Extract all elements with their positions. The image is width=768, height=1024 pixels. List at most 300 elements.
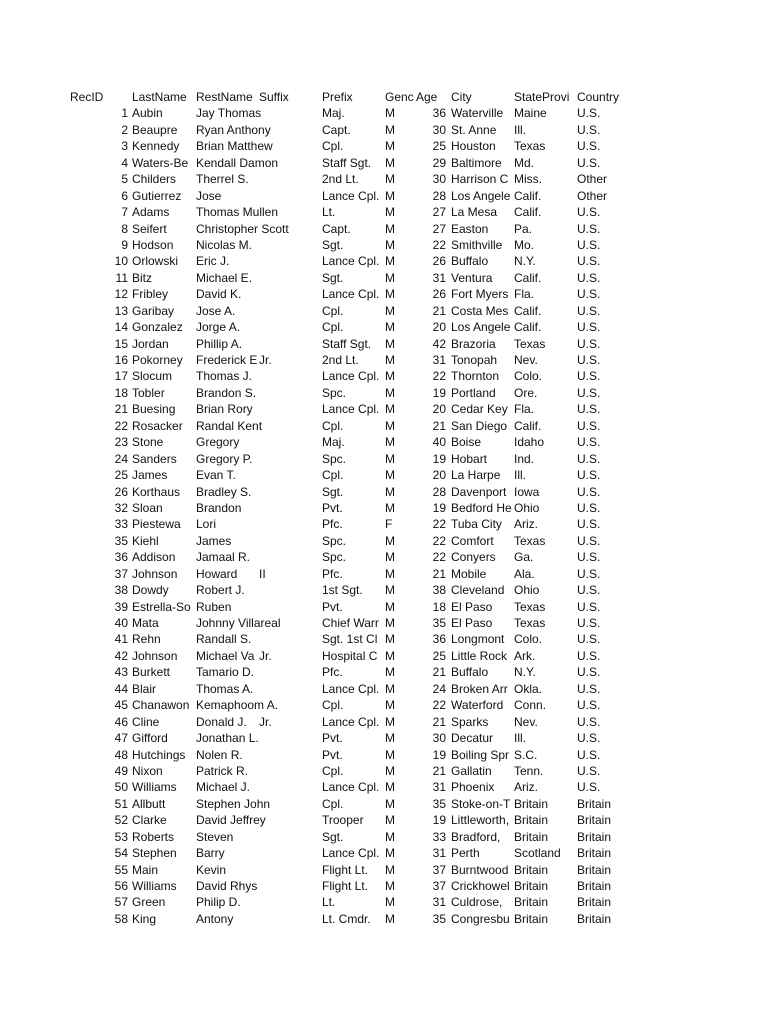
- prefix-cell: Lance Cpl.: [322, 681, 380, 696]
- prefix-cell: Flight Lt.: [322, 862, 369, 877]
- lastname-cell: King: [132, 911, 157, 926]
- lastname-cell: Fribley: [132, 287, 169, 302]
- age-cell: 30: [432, 731, 446, 746]
- state-cell: Britain: [514, 879, 549, 893]
- table-row: [0, 796, 768, 812]
- age-cell: 18: [432, 599, 446, 614]
- header-recid: RecID: [70, 90, 104, 104]
- age-cell: 31: [432, 353, 446, 367]
- table-row: [0, 352, 768, 368]
- gender-cell: M: [385, 484, 395, 499]
- lastname-cell: Gonzalez: [132, 320, 183, 335]
- country-cell: U.S.: [577, 484, 601, 499]
- firstname-cell: David Rhys: [196, 879, 258, 893]
- firstname-cell: Kevin: [196, 862, 227, 877]
- recid-cell: 24: [114, 451, 128, 466]
- lastname-cell: Slocum: [132, 369, 173, 384]
- prefix-cell: Capt.: [322, 221, 351, 236]
- lastname-cell: Williams: [132, 879, 177, 893]
- firstname-cell: Jose A.: [196, 303, 236, 318]
- suffix-cell: [259, 385, 319, 401]
- table-row: [0, 188, 768, 204]
- table-row: [0, 401, 768, 417]
- table-body: [0, 105, 768, 927]
- recid-cell: 3: [121, 139, 128, 154]
- recid-cell: 22: [114, 418, 128, 433]
- suffix-cell: [259, 533, 319, 549]
- country-cell: U.S.: [577, 681, 601, 696]
- gender-cell: M: [385, 846, 395, 861]
- gender-cell: M: [385, 369, 395, 384]
- city-cell: Waterville: [451, 106, 504, 121]
- firstname-cell: Christopher Scott: [196, 221, 289, 236]
- state-cell: Ill.: [514, 468, 526, 483]
- lastname-cell: Allbutt: [132, 796, 166, 811]
- table-row: [0, 533, 768, 549]
- gender-cell: M: [385, 385, 395, 400]
- table-row: [0, 566, 768, 582]
- table-row: [0, 681, 768, 697]
- age-cell: 36: [432, 106, 446, 121]
- suffix-cell: [259, 336, 319, 352]
- suffix-cell: [259, 286, 319, 302]
- recid-cell: 49: [114, 763, 128, 778]
- table-row: [0, 500, 768, 516]
- prefix-cell: Cpl.: [322, 796, 344, 811]
- age-cell: 21: [432, 665, 446, 680]
- suffix-cell: [259, 303, 319, 319]
- table-row: [0, 894, 768, 910]
- city-cell: Buffalo: [451, 665, 489, 680]
- gender-cell: M: [385, 139, 395, 154]
- country-cell: U.S.: [577, 616, 601, 630]
- age-cell: 37: [432, 879, 446, 893]
- firstname-cell: Randall S.: [196, 632, 252, 647]
- state-cell: Ill.: [514, 731, 526, 746]
- gender-cell: M: [385, 418, 395, 433]
- recid-cell: 44: [114, 681, 128, 696]
- gender-cell: M: [385, 632, 395, 647]
- city-cell: Bradford,: [451, 829, 501, 844]
- firstname-cell: Antony: [196, 911, 234, 926]
- firstname-cell: Frederick E: [196, 353, 258, 367]
- age-cell: 22: [432, 369, 446, 384]
- city-cell: Phoenix: [451, 780, 495, 795]
- age-cell: 21: [432, 418, 446, 433]
- table-row: [0, 779, 768, 795]
- city-cell: Little Rock: [451, 648, 508, 663]
- age-cell: 40: [432, 435, 446, 450]
- city-cell: Smithville: [451, 237, 503, 252]
- prefix-cell: Spc.: [322, 451, 347, 466]
- age-cell: 33: [432, 829, 446, 844]
- gender-cell: M: [385, 402, 395, 417]
- firstname-cell: Stephen John: [196, 796, 271, 811]
- age-cell: 26: [432, 287, 446, 302]
- recid-cell: 54: [114, 846, 128, 861]
- prefix-cell: Capt.: [322, 122, 351, 137]
- country-cell: U.S.: [577, 106, 601, 121]
- firstname-cell: Patrick R.: [196, 763, 249, 778]
- city-cell: Harrison C: [451, 172, 509, 187]
- table-row: [0, 237, 768, 253]
- age-cell: 19: [432, 747, 446, 762]
- recid-cell: 6: [121, 188, 128, 203]
- age-cell: 35: [432, 796, 446, 811]
- state-cell: Mo.: [514, 237, 535, 252]
- gender-cell: M: [385, 566, 395, 581]
- lastname-cell: Johnson: [132, 648, 178, 663]
- suffix-cell: [259, 138, 319, 154]
- country-cell: Britain: [577, 879, 612, 893]
- age-cell: 35: [432, 911, 446, 926]
- state-cell: Ariz.: [514, 517, 538, 532]
- gender-cell: F: [385, 517, 393, 532]
- country-cell: Britain: [577, 846, 612, 861]
- lastname-cell: Buesing: [132, 402, 176, 417]
- firstname-cell: Thomas J.: [196, 369, 253, 384]
- recid-cell: 47: [114, 731, 128, 746]
- header-country: Country: [577, 90, 620, 104]
- suffix-cell: [259, 845, 319, 861]
- city-cell: Mobile: [451, 566, 487, 581]
- state-cell: Nev.: [514, 714, 538, 729]
- city-cell: Culdrose,: [451, 895, 503, 910]
- state-cell: Idaho: [514, 435, 545, 450]
- lastname-cell: Piestewa: [132, 517, 181, 532]
- lastname-cell: Johnson: [132, 566, 178, 581]
- suffix-cell: [259, 368, 319, 384]
- prefix-cell: Lance Cpl.: [322, 846, 380, 861]
- header-firstname: RestName: [196, 90, 253, 104]
- recid-cell: 38: [114, 583, 128, 598]
- firstname-cell: Eric J.: [196, 254, 230, 269]
- recid-cell: 53: [114, 829, 128, 844]
- prefix-cell: Maj.: [322, 106, 345, 121]
- state-cell: Nev.: [514, 353, 538, 367]
- city-cell: Cleveland: [451, 583, 505, 598]
- prefix-cell: Lt.: [322, 205, 336, 220]
- recid-cell: 13: [114, 303, 128, 318]
- recid-cell: 48: [114, 747, 128, 762]
- lastname-cell: Williams: [132, 780, 177, 795]
- header-gender: Genc: [385, 90, 414, 104]
- table-row: [0, 763, 768, 779]
- recid-cell: 32: [114, 500, 128, 515]
- city-cell: Los Angele: [451, 320, 511, 335]
- gender-cell: M: [385, 533, 395, 548]
- city-cell: Perth: [451, 846, 480, 861]
- suffix-cell: [259, 105, 319, 121]
- gender-cell: M: [385, 747, 395, 762]
- city-cell: El Paso: [451, 616, 493, 630]
- prefix-cell: Sgt.: [322, 237, 344, 252]
- prefix-cell: Lance Cpl.: [322, 254, 380, 269]
- country-cell: Other: [577, 188, 608, 203]
- lastname-cell: Mata: [132, 616, 159, 630]
- country-cell: U.S.: [577, 369, 601, 384]
- suffix-cell: [259, 631, 319, 647]
- prefix-cell: Pvt.: [322, 599, 343, 614]
- lastname-cell: Aubin: [132, 106, 163, 121]
- lastname-cell: Bitz: [132, 270, 153, 285]
- table-row: [0, 845, 768, 861]
- prefix-cell: Cpl.: [322, 139, 344, 154]
- country-cell: U.S.: [577, 270, 601, 285]
- city-cell: Congresbu: [451, 911, 510, 926]
- gender-cell: M: [385, 188, 395, 203]
- city-cell: Boise: [451, 435, 482, 450]
- country-cell: U.S.: [577, 155, 601, 170]
- suffix-cell: [259, 681, 319, 697]
- firstname-cell: Thomas Mullen: [196, 205, 279, 220]
- recid-cell: 42: [114, 648, 128, 663]
- recid-cell: 36: [114, 550, 128, 565]
- gender-cell: M: [385, 172, 395, 187]
- prefix-cell: Lance Cpl.: [322, 287, 380, 302]
- state-cell: Pa.: [514, 221, 533, 236]
- gender-cell: M: [385, 665, 395, 680]
- recid-cell: 45: [114, 698, 128, 713]
- suffix-cell: [259, 796, 319, 812]
- lastname-cell: Cline: [132, 714, 160, 729]
- country-cell: U.S.: [577, 320, 601, 335]
- firstname-cell: Michael E.: [196, 270, 253, 285]
- age-cell: 27: [432, 221, 446, 236]
- firstname-cell: Johnny Villareal: [196, 616, 281, 630]
- state-cell: Ill.: [514, 122, 526, 137]
- city-cell: Decatur: [451, 731, 494, 746]
- spreadsheet-table: [0, 89, 768, 927]
- recid-cell: 50: [114, 780, 128, 795]
- country-cell: U.S.: [577, 747, 601, 762]
- state-cell: Britain: [514, 862, 549, 877]
- gender-cell: M: [385, 122, 395, 137]
- recid-cell: 57: [114, 895, 128, 910]
- state-cell: Fla.: [514, 402, 535, 417]
- lastname-cell: Sloan: [132, 500, 163, 515]
- age-cell: 28: [432, 188, 446, 203]
- prefix-cell: Hospital C: [322, 648, 378, 663]
- prefix-cell: Maj.: [322, 435, 345, 450]
- gender-cell: M: [385, 780, 395, 795]
- country-cell: U.S.: [577, 468, 601, 483]
- gender-cell: M: [385, 287, 395, 302]
- city-cell: Thornton: [451, 369, 500, 384]
- gender-cell: M: [385, 221, 395, 236]
- suffix-cell: [259, 747, 319, 763]
- state-cell: Fla.: [514, 287, 535, 302]
- country-cell: U.S.: [577, 500, 601, 515]
- lastname-cell: Burkett: [132, 665, 171, 680]
- city-cell: St. Anne: [451, 122, 497, 137]
- recid-cell: 51: [114, 796, 128, 811]
- state-cell: Maine: [514, 106, 547, 121]
- firstname-cell: Tamario D.: [196, 665, 255, 680]
- prefix-cell: Cpl.: [322, 763, 344, 778]
- suffix-cell: [259, 418, 319, 434]
- gender-cell: M: [385, 500, 395, 515]
- table-row: [0, 714, 768, 730]
- table-row: [0, 303, 768, 319]
- age-cell: 31: [432, 895, 446, 910]
- state-cell: Ohio: [514, 583, 540, 598]
- age-cell: 22: [432, 550, 446, 565]
- country-cell: Britain: [577, 813, 612, 828]
- state-cell: Md.: [514, 155, 535, 170]
- gender-cell: M: [385, 353, 395, 367]
- country-cell: Britain: [577, 829, 612, 844]
- lastname-cell: Orlowski: [132, 254, 179, 269]
- lastname-cell: Pokorney: [132, 353, 183, 367]
- table-row: [0, 648, 768, 664]
- age-cell: 19: [432, 500, 446, 515]
- state-cell: Texas: [514, 616, 546, 630]
- prefix-cell: Chief Warr: [322, 616, 379, 630]
- state-cell: N.Y.: [514, 254, 536, 269]
- gender-cell: M: [385, 106, 395, 121]
- state-cell: Calif.: [514, 270, 542, 285]
- country-cell: Britain: [577, 895, 612, 910]
- firstname-cell: Kendall Damon: [196, 155, 279, 170]
- firstname-cell: Jorge A.: [196, 320, 241, 335]
- lastname-cell: Estrella-So: [132, 599, 191, 614]
- country-cell: U.S.: [577, 385, 601, 400]
- recid-cell: 14: [114, 320, 128, 335]
- lastname-cell: Roberts: [132, 829, 175, 844]
- lastname-cell: Kennedy: [132, 139, 180, 154]
- age-cell: 42: [432, 336, 446, 351]
- suffix-cell: [259, 467, 319, 483]
- table-row: [0, 451, 768, 467]
- prefix-cell: Pfc.: [322, 517, 343, 532]
- city-cell: Burntwood: [451, 862, 509, 877]
- gender-cell: M: [385, 254, 395, 269]
- firstname-cell: Michael J.: [196, 780, 251, 795]
- header-row: [0, 89, 768, 105]
- country-cell: U.S.: [577, 237, 601, 252]
- prefix-cell: Lt.: [322, 895, 336, 910]
- suffix-cell: [259, 401, 319, 417]
- table-row: [0, 122, 768, 138]
- recid-cell: 18: [114, 385, 128, 400]
- lastname-cell: Kiehl: [132, 533, 159, 548]
- firstname-cell: Thomas A.: [196, 681, 254, 696]
- header-city: City: [451, 90, 472, 104]
- firstname-cell: Howard: [196, 566, 238, 581]
- lastname-cell: Sanders: [132, 451, 177, 466]
- age-cell: 36: [432, 632, 446, 647]
- prefix-cell: Pvt.: [322, 747, 343, 762]
- table-row: [0, 484, 768, 500]
- firstname-cell: Kemaphoom A.: [196, 698, 279, 713]
- recid-cell: 21: [114, 402, 128, 417]
- age-cell: 31: [432, 846, 446, 861]
- lastname-cell: Nixon: [132, 763, 163, 778]
- gender-cell: M: [385, 320, 395, 335]
- suffix-cell: [259, 779, 319, 795]
- firstname-cell: Michael Va: [196, 648, 255, 663]
- table-row: [0, 336, 768, 352]
- country-cell: U.S.: [577, 303, 601, 318]
- city-cell: Longmont: [451, 632, 505, 647]
- age-cell: 35: [432, 616, 446, 630]
- recid-cell: 2: [121, 122, 128, 137]
- suffix-cell: [259, 878, 319, 894]
- lastname-cell: Seifert: [132, 221, 167, 236]
- state-cell: Miss.: [514, 172, 542, 187]
- firstname-cell: James: [196, 533, 232, 548]
- firstname-cell: Jose: [196, 188, 222, 203]
- gender-cell: M: [385, 435, 395, 450]
- lastname-cell: Stephen: [132, 846, 177, 861]
- table-row: [0, 319, 768, 335]
- state-cell: Conn.: [514, 698, 547, 713]
- suffix-cell: [259, 270, 319, 286]
- recid-cell: 58: [114, 911, 128, 926]
- country-cell: Britain: [577, 862, 612, 877]
- table-row: [0, 434, 768, 450]
- country-cell: Britain: [577, 796, 612, 811]
- age-cell: 30: [432, 122, 446, 137]
- country-cell: U.S.: [577, 583, 601, 598]
- city-cell: Buffalo: [451, 254, 489, 269]
- gender-cell: M: [385, 550, 395, 565]
- state-cell: Colo.: [514, 632, 543, 647]
- city-cell: Boiling Spr: [451, 747, 510, 762]
- prefix-cell: Pfc.: [322, 665, 343, 680]
- table-row: [0, 467, 768, 483]
- state-cell: Ariz.: [514, 780, 538, 795]
- gender-cell: M: [385, 336, 395, 351]
- suffix-cell: [259, 434, 319, 450]
- gender-cell: M: [385, 681, 395, 696]
- table-row: [0, 138, 768, 154]
- prefix-cell: Cpl.: [322, 303, 344, 318]
- country-cell: U.S.: [577, 336, 601, 351]
- lastname-cell: Gutierrez: [132, 188, 182, 203]
- state-cell: Britain: [514, 813, 549, 828]
- table-row: [0, 171, 768, 187]
- lastname-cell: Rosacker: [132, 418, 183, 433]
- gender-cell: M: [385, 270, 395, 285]
- lastname-cell: Rehn: [132, 632, 161, 647]
- state-cell: Okla.: [514, 681, 543, 696]
- firstname-cell: Brandon: [196, 500, 242, 515]
- lastname-cell: Chanawon: [132, 698, 190, 713]
- gender-cell: M: [385, 155, 395, 170]
- recid-cell: 5: [121, 172, 128, 187]
- lastname-cell: Adams: [132, 205, 170, 220]
- suffix-cell: [259, 862, 319, 878]
- table-row: [0, 155, 768, 171]
- age-cell: 37: [432, 862, 446, 877]
- age-cell: 30: [432, 172, 446, 187]
- recid-cell: 39: [114, 599, 128, 614]
- gender-cell: M: [385, 583, 395, 598]
- city-cell: Davenport: [451, 484, 507, 499]
- country-cell: U.S.: [577, 451, 601, 466]
- gender-cell: M: [385, 813, 395, 828]
- firstname-cell: Randal Kent: [196, 418, 263, 433]
- country-cell: U.S.: [577, 731, 601, 746]
- recid-cell: 16: [114, 353, 128, 367]
- table-row: [0, 911, 768, 927]
- city-cell: Broken Arr: [451, 681, 508, 696]
- state-cell: Ind.: [514, 451, 535, 466]
- lastname-cell: James: [132, 468, 168, 483]
- table-row: [0, 368, 768, 384]
